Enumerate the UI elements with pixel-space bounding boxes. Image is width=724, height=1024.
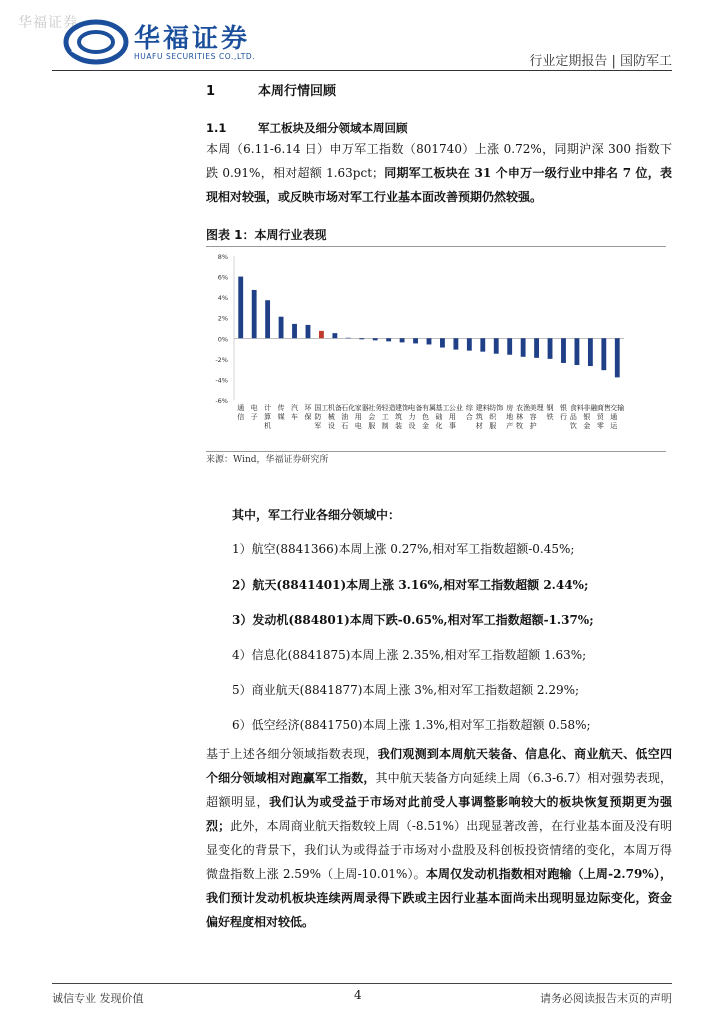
y-tick-label: -4%: [215, 376, 228, 385]
category-label-char: 服: [489, 422, 497, 430]
category-label-char: 算: [264, 413, 272, 421]
category-label-char: 美: [529, 404, 537, 412]
bar-交通运输: [615, 338, 620, 377]
category-label-char: 牧: [516, 422, 524, 430]
category-label-char: 媒: [277, 413, 285, 421]
category-label-char: 工: [321, 404, 329, 412]
logo-text-cn: 华福证券: [134, 24, 251, 54]
analysis-part-2: 我们观测到本周航天装备、信息化、商业航天、低空四个细分领域相对跑赢军工指数，: [206, 747, 672, 785]
category-label-char: 材: [475, 422, 483, 430]
paragraph-summary-normal: 本周（6.11-6.14 日）申万军工指数（801740）上涨 0.72%，同期沪深 300 指数下跌 0.91%，相对超额 1.63pct；: [206, 142, 672, 180]
category-label-char: 备: [334, 404, 342, 412]
bar-社会服务: [373, 338, 378, 340]
category-label-char: 品: [569, 413, 577, 421]
category-label-char: 建: [395, 404, 403, 412]
category-label-char: 计: [264, 404, 272, 412]
category-label-char: 行: [559, 413, 567, 421]
category-label-char: 用: [448, 413, 456, 421]
category-label-char: 力: [408, 413, 416, 421]
category-label: [516, 403, 530, 430]
category-label-char: 轻: [381, 404, 389, 412]
category-label: [489, 403, 503, 430]
category-label: [570, 403, 584, 430]
bar-家用电器: [359, 338, 364, 339]
category-label-char: 筑: [395, 413, 403, 421]
category-label-char: 电: [354, 422, 362, 430]
figure-top-rule: [206, 246, 666, 247]
category-label-char: 电: [408, 404, 416, 412]
category-label-char: 设: [408, 422, 416, 430]
category-label: [251, 403, 258, 421]
category-label: [291, 403, 298, 421]
bar-纺织服饰: [494, 338, 499, 353]
category-label-char: 属: [429, 404, 436, 412]
category-label-char: 工: [442, 404, 450, 412]
category-label-char: 织: [489, 413, 497, 421]
subsection-number: 1.1: [206, 121, 227, 135]
bar-基础化工: [440, 338, 445, 347]
category-label-char: 非: [583, 404, 591, 412]
figure-source: 来源：Wind，华福证券研究所: [206, 455, 329, 465]
category-label: [264, 403, 271, 430]
bar-钢铁: [548, 338, 553, 359]
category-label: [547, 403, 554, 421]
category-label: [435, 403, 449, 430]
category-label-char: 传: [277, 404, 285, 412]
category-label: [506, 403, 513, 430]
category-label: [466, 403, 474, 421]
category-label-char: 银: [583, 413, 591, 421]
category-label-char: 渔: [523, 404, 531, 412]
bar-电力设备: [413, 338, 418, 343]
bar-综合: [467, 338, 472, 350]
category-label-char: 电: [250, 404, 258, 412]
subsection-title: 军工板块及细分领域本周回顾: [258, 121, 408, 135]
category-label-char: 础: [435, 413, 443, 421]
category-label-char: 汽: [291, 404, 299, 412]
bar-轻工制造: [386, 338, 391, 341]
category-label: [476, 403, 490, 430]
category-label-char: 会: [368, 413, 376, 421]
category-label-char: 备: [415, 404, 423, 412]
paragraph-summary-bold: 同期军工板块在 31 个申万一级行业中排名 7 位，表现相对较强，或反映市场对军工行业基本面改善预期仍然较强。: [206, 166, 672, 204]
category-label-char: 油: [341, 413, 349, 421]
category-label-char: 房: [506, 404, 514, 412]
paragraph-summary: [206, 137, 672, 209]
analysis-part-4: 我们认为或受益于市场对此前受人事调整影响较大的板块恢复预期更为强烈；: [206, 795, 672, 833]
category-label: [341, 403, 355, 430]
category-label-char: 料: [576, 404, 584, 412]
category-label-char: 饰: [496, 404, 504, 412]
subsegment-item: 4）信息化(8841875)本周上涨 2.35%,相对军工指数超额 1.63%;: [232, 648, 587, 662]
category-label-char: 输: [617, 404, 625, 412]
category-label-char: 工: [381, 413, 389, 421]
category-label-char: 设: [327, 422, 335, 430]
category-label-char: 国: [314, 404, 322, 412]
category-label: [422, 403, 436, 430]
category-label-char: 用: [354, 413, 362, 421]
bar-有色金属: [427, 338, 432, 344]
bar-电子: [252, 290, 257, 338]
bar-银行: [561, 338, 566, 363]
bar-环保: [306, 325, 311, 338]
category-label: [278, 403, 285, 421]
category-label-char: 融: [590, 404, 598, 412]
figure-title: 图表 1：本周行业表现: [206, 228, 327, 242]
footer-divider: [52, 983, 672, 984]
category-label-char: 事: [448, 422, 456, 430]
category-label-char: 有: [422, 404, 429, 412]
category-label: [237, 403, 244, 421]
category-label-char: 机: [327, 404, 335, 412]
category-label-char: 装: [395, 422, 403, 430]
subsegment-item: 5）商业航天(8841877)本周上涨 3%,相对军工指数超额 2.29%;: [232, 683, 580, 697]
category-label: [395, 403, 409, 430]
category-label-char: 综: [465, 404, 473, 412]
category-label: [355, 403, 369, 430]
category-label: [409, 403, 423, 430]
footer-slogan: 诚信专业 发现价值: [52, 992, 144, 1005]
logo-text-en: HUAFU SECURITIES CO.,LTD.: [134, 52, 256, 61]
bar-建筑装饰: [400, 338, 405, 342]
analysis-part-6: 本周仅发动机指数相对跑输（上周-2.79%），我们预计发动机板块连续两周录得下跌或主因行业基本面尚未出现明显边际变化，资金偏好程度相对较低。: [206, 867, 672, 929]
category-label-char: 家: [354, 404, 362, 412]
bar-石油石化: [346, 338, 351, 339]
bar-国防军工: [319, 331, 324, 338]
category-label-char: 料: [482, 404, 490, 412]
y-tick-label: 2%: [217, 314, 228, 323]
category-label-char: 基: [435, 404, 443, 412]
category-label: [597, 403, 611, 430]
bar-传媒: [279, 317, 284, 339]
category-label-char: 务: [375, 404, 383, 412]
category-label: [314, 403, 328, 430]
category-label-char: 交: [610, 404, 618, 412]
bar-农林牧渔: [521, 338, 526, 357]
subsegment-item: 3）发动机(884801)本周下跌-0.65%,相对军工指数超额-1.37%;: [232, 613, 594, 627]
category-label-char: 信: [237, 413, 245, 421]
category-label-char: 石: [341, 422, 349, 430]
category-label-char: 车: [291, 413, 299, 421]
category-label-char: 银: [559, 404, 567, 412]
category-label-char: 地: [506, 413, 514, 421]
bar-通信: [238, 277, 243, 339]
category-label: [304, 404, 312, 421]
y-tick-label: 8%: [217, 253, 228, 261]
y-tick-label: -2%: [215, 355, 228, 364]
category-label-char: 饮: [569, 422, 577, 430]
page-number: 4: [354, 988, 362, 1002]
category-label-char: 铁: [546, 413, 554, 421]
bar-食品饮料: [575, 338, 580, 365]
bar-汽车: [292, 324, 297, 338]
section-number: 1: [206, 84, 216, 99]
category-label-char: 社: [368, 404, 376, 412]
category-label-char: 通: [610, 413, 618, 421]
subsegment-item: 2）航天(8841401)本周上涨 3.16%,相对军工指数超额 2.44%;: [232, 578, 589, 592]
subsegment-item: 1）航空(8841366)本周上涨 0.27%,相对军工指数超额-0.45%;: [232, 542, 575, 556]
header-divider: [52, 70, 672, 71]
category-label-char: 器: [361, 404, 369, 412]
category-label-char: 石: [341, 404, 349, 412]
category-label-char: 筑: [475, 413, 483, 421]
bar-商贸零售: [601, 338, 606, 370]
category-label-char: 通: [237, 404, 245, 412]
industry-performance-chart: [206, 248, 666, 448]
category-label-char: 服: [368, 422, 376, 430]
section-heading: [206, 80, 336, 99]
analysis-part-3: 其中航天装备方向延续上周（6.3-6.7）相对强势表现，超额明显，: [206, 771, 672, 809]
category-label-char: 保: [304, 413, 312, 421]
category-label-char: 化: [435, 422, 443, 430]
bar-计算机: [265, 300, 270, 338]
category-label-char: 理: [536, 404, 544, 412]
category-label-char: 色: [422, 413, 429, 421]
category-label-char: 环: [304, 404, 312, 412]
category-label-char: 机: [264, 422, 272, 430]
category-label-char: 军: [314, 422, 322, 430]
category-label-char: 钢: [546, 404, 554, 412]
category-label-char: 零: [596, 422, 604, 430]
category-label-char: 食: [569, 404, 577, 412]
category-label-char: 纺: [489, 404, 497, 412]
category-label-char: 林: [516, 413, 524, 421]
category-label: [449, 403, 463, 430]
y-tick-label: 4%: [217, 294, 228, 303]
category-label-char: 容: [529, 413, 537, 421]
paragraph-analysis: [206, 742, 672, 934]
subsegment-item: 6）低空经济(8841750)本周上涨 1.3%,相对军工指数超额 0.58%;: [232, 718, 591, 732]
category-label-char: 子: [250, 413, 258, 421]
category-label-char: 业: [455, 404, 463, 412]
category-label: [368, 403, 382, 430]
bar-非银金融: [588, 338, 593, 366]
watermark: 华福证券: [18, 15, 78, 31]
y-tick-label: 6%: [217, 273, 228, 282]
analysis-part-5: 此外，本周商业航天指数较上周（-8.51%）出现显著改善，在行业基本面及没有明显变化的背景下，我们认为或得益于市场对小盘股及科创板投资情绪的变化，本周万得微盘指数上涨 2.59%（上周-10.01%）。: [206, 819, 672, 881]
category-label-char: 金: [422, 422, 429, 430]
y-tick-label: -6%: [215, 397, 228, 405]
category-label: [328, 403, 342, 430]
analysis-part-1: 基于上述各细分领域指数表现，: [206, 747, 378, 761]
category-label-char: 制: [381, 422, 389, 430]
category-label: [560, 403, 567, 421]
category-label-char: 金: [583, 422, 591, 430]
category-label-char: 防: [314, 413, 322, 421]
y-tick-label: 0%: [217, 335, 228, 344]
category-label-char: 贸: [596, 413, 604, 421]
bar-公用事业: [453, 338, 458, 349]
section-title: 本周行情回顾: [258, 84, 337, 99]
category-label-char: 公: [448, 404, 456, 412]
report-category: 行业定期报告 | 国防军工: [529, 54, 672, 69]
category-label-char: 产: [506, 422, 514, 430]
footer-disclaimer: 请务必阅读报告末页的声明: [540, 992, 672, 1005]
category-label: [530, 403, 544, 430]
category-label-char: 造: [388, 404, 396, 412]
subsection-heading: [206, 120, 408, 136]
category-label-char: 护: [529, 422, 537, 430]
category-label-char: 商: [596, 404, 604, 412]
category-label: [382, 403, 396, 430]
category-label-char: 建: [475, 404, 483, 412]
category-label: [610, 403, 624, 430]
bar-机械设备: [332, 333, 337, 338]
category-label-char: 饰: [402, 404, 410, 412]
subsegments-heading: 其中，军工行业各细分领域中：: [232, 508, 401, 522]
category-label-char: 运: [610, 422, 618, 430]
category-label-char: 合: [465, 413, 473, 421]
bar-美容护理: [534, 338, 539, 358]
category-label-char: 售: [603, 404, 611, 412]
bar-建筑材料: [480, 338, 485, 351]
category-label-char: 械: [327, 413, 335, 421]
category-label-char: 化: [348, 404, 356, 412]
bar-房地产: [507, 338, 512, 354]
category-label-char: 农: [516, 404, 524, 412]
